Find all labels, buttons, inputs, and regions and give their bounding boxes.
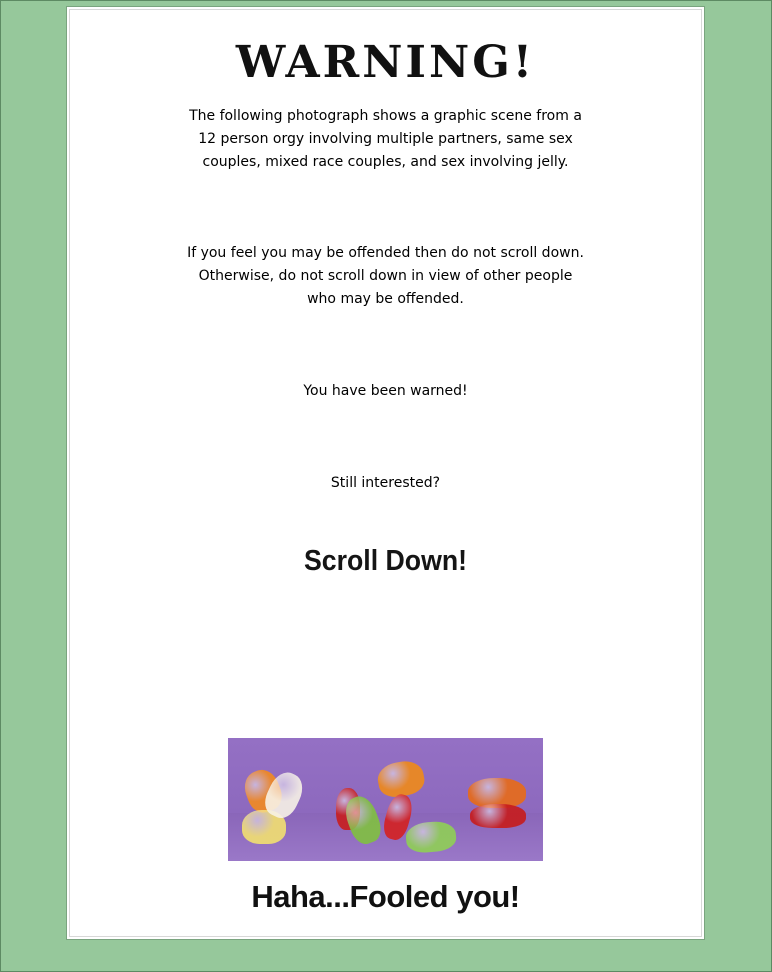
gummy-bears-photo (228, 738, 543, 861)
warned-text: You have been warned! (303, 383, 468, 399)
paragraph-line: The following photograph shows a graphic scene from a (189, 108, 582, 124)
paragraph-line: Otherwise, do not scroll down in view of other people (198, 268, 573, 284)
still-interested-text: Still interested? (330, 475, 441, 491)
gummy-bear (470, 804, 526, 828)
warning-title: WARNING! (235, 37, 536, 88)
paragraph-line: If you feel you may be offended then do not scroll down. (187, 245, 584, 261)
paragraph-line: who may be offended. (307, 291, 464, 307)
paragraph-line: couples, mixed race couples, and sex involving jelly. (202, 154, 569, 170)
warning-paragraph-1 (67, 105, 704, 174)
warning-page (66, 6, 705, 940)
fooled-you-heading: Haha...Fooled you! (251, 879, 520, 914)
scroll-down-heading: Scroll Down! (303, 545, 468, 577)
warning-paragraph-2 (67, 242, 704, 311)
paragraph-line: 12 person orgy involving multiple partners, same sex (198, 131, 573, 147)
